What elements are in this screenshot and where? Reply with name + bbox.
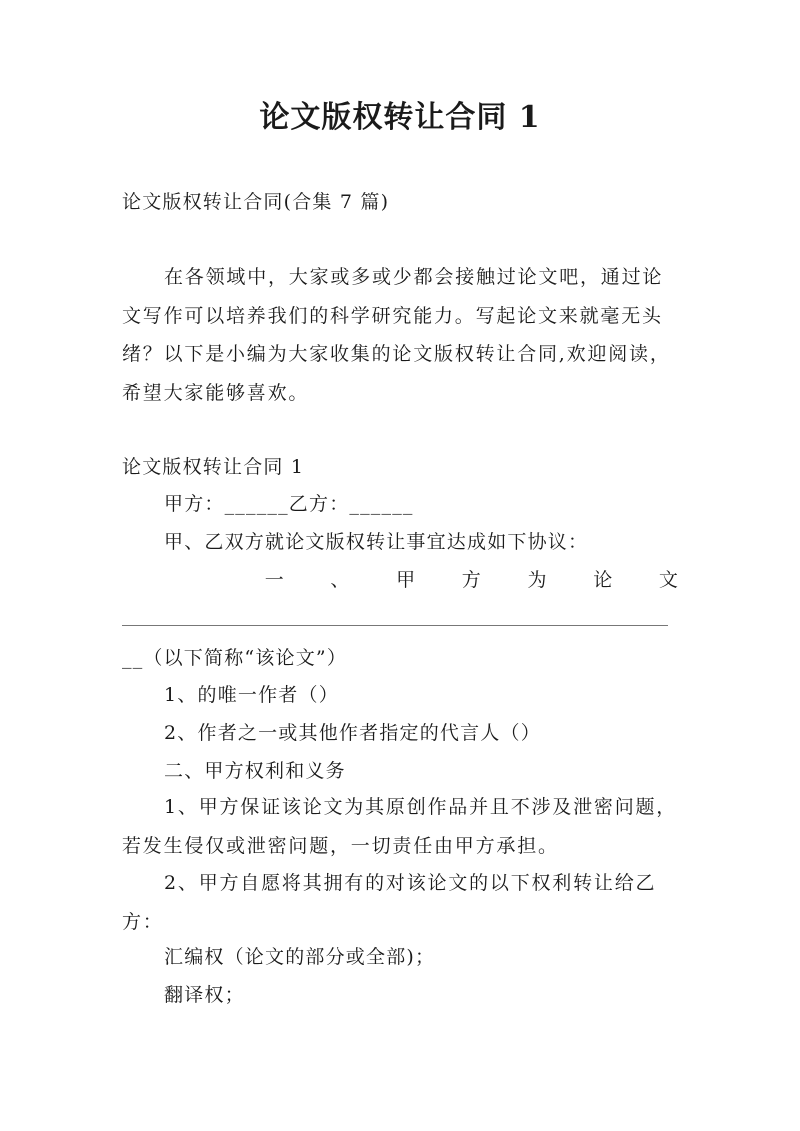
agreement-intro: 甲、乙双方就论文版权转让事宜达成如下协议：	[164, 531, 589, 553]
clause-1-char: 甲	[396, 569, 416, 591]
intro-paragraph: 在各领域中，大家或多或少都会接触过论文吧，通过论文写作可以培养我们的科学研究能力。写起论文来就毫无头绪？以下是小编为大家收集的论文版权转让合同,欢迎阅读，希望大家能够喜欢。	[122, 266, 671, 404]
clause-1-char: 文	[658, 569, 678, 591]
clause-1-char: 方	[461, 569, 481, 591]
fill-in-underline	[122, 625, 668, 626]
section-heading: 论文版权转让合同 1	[122, 456, 305, 478]
clause-1-char: 一	[264, 569, 284, 591]
document-subtitle: 论文版权转让合同(合集 7 篇)	[122, 191, 390, 213]
item-co-author: 2、作者之一或其他作者指定的代言人（）	[164, 722, 541, 744]
duty-1-paragraph: 1、甲方保证该论文为其原创作品并且不涉及泄密问题，若发生侵仅或泄密问题，一切责任由甲方承担。	[122, 796, 678, 857]
clause-1-char: 、	[330, 569, 350, 591]
clause-1-char: 论	[593, 569, 613, 591]
right-compilation: 汇编权（论文的部分或全部)；	[164, 946, 436, 968]
clause-1-indent	[122, 566, 218, 594]
clause-1-continued: __（以下简称“该论文”）	[122, 647, 348, 669]
parties-line: 甲方：______乙方：______	[164, 493, 414, 515]
item-sole-author: 1、的唯一作者（）	[164, 684, 339, 706]
clause-1-char: 为	[527, 569, 547, 591]
clause-1-line	[122, 566, 678, 594]
duty-2-paragraph: 2、甲方自愿将其拥有的对该论文的以下权利转让给乙方：	[122, 872, 657, 933]
right-translation: 翻译权；	[164, 984, 245, 1006]
document-title: 论文版权转让合同 1	[259, 100, 541, 135]
section-2-heading: 二、甲方权利和义务	[164, 760, 346, 782]
